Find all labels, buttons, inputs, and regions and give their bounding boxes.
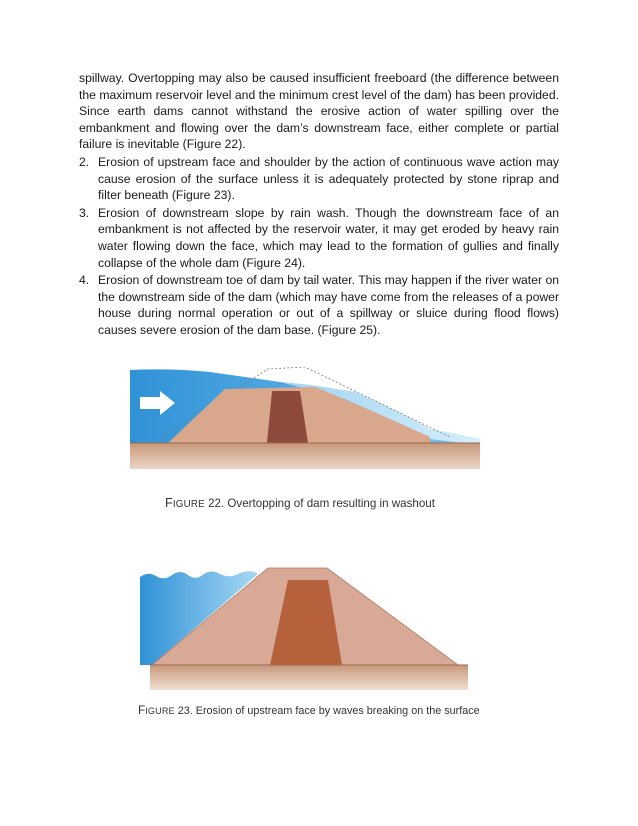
list-number: 2. bbox=[79, 154, 90, 169]
foundation-ground bbox=[130, 443, 480, 469]
body-text bbox=[79, 70, 559, 339]
list-text: Erosion of downstream toe of dam by tail water. This may happen if the river water on the downstream side of the dam (which may have come from the releases of a power house during normal operation or out of a spillway or sluice during flood flows) causes severe erosion of the dam base. (Figure 25). bbox=[98, 273, 559, 337]
list-item bbox=[79, 272, 559, 338]
intro-paragraph: spillway. Overtopping may also be caused insufficient freeboard (the difference between the maximum reservoir level and the minimum crest level of the dam) has been provided. Since earth dams cannot withstand the erosive action of water spilling over the embankment and flowing over the dam’s downstream face, either complete or partial failure is inevitable (Figure 22). bbox=[79, 71, 559, 152]
list-number: 3. bbox=[79, 205, 90, 220]
list-item bbox=[79, 154, 559, 204]
foundation-ground bbox=[150, 665, 468, 690]
figure-22-caption: FIGURE 22. Overtopping of dam resulting in washout bbox=[165, 495, 435, 510]
list-item bbox=[79, 205, 559, 271]
figure-23-wave-erosion-diagram bbox=[140, 565, 475, 690]
figure-22-overtopping-diagram bbox=[130, 367, 480, 469]
list-number: 4. bbox=[79, 273, 90, 288]
figure-23-caption: FIGURE 23. Erosion of upstream face by waves breaking on the surface bbox=[138, 703, 480, 717]
list-text: Erosion of upstream face and shoulder by the action of continuous wave action may cause erosion of the surface unless it is adequately protected by stone riprap and filter beneath (Figure 23). bbox=[98, 154, 559, 203]
list-text: Erosion of downstream slope by rain wash. Though the downstream face of an embankment is not affected by the reservoir water, it may get eroded by heavy rain water flowing down the face, which may lead to the formation of gullies and finally collapse of the whole dam (Figure 24). bbox=[98, 205, 559, 270]
